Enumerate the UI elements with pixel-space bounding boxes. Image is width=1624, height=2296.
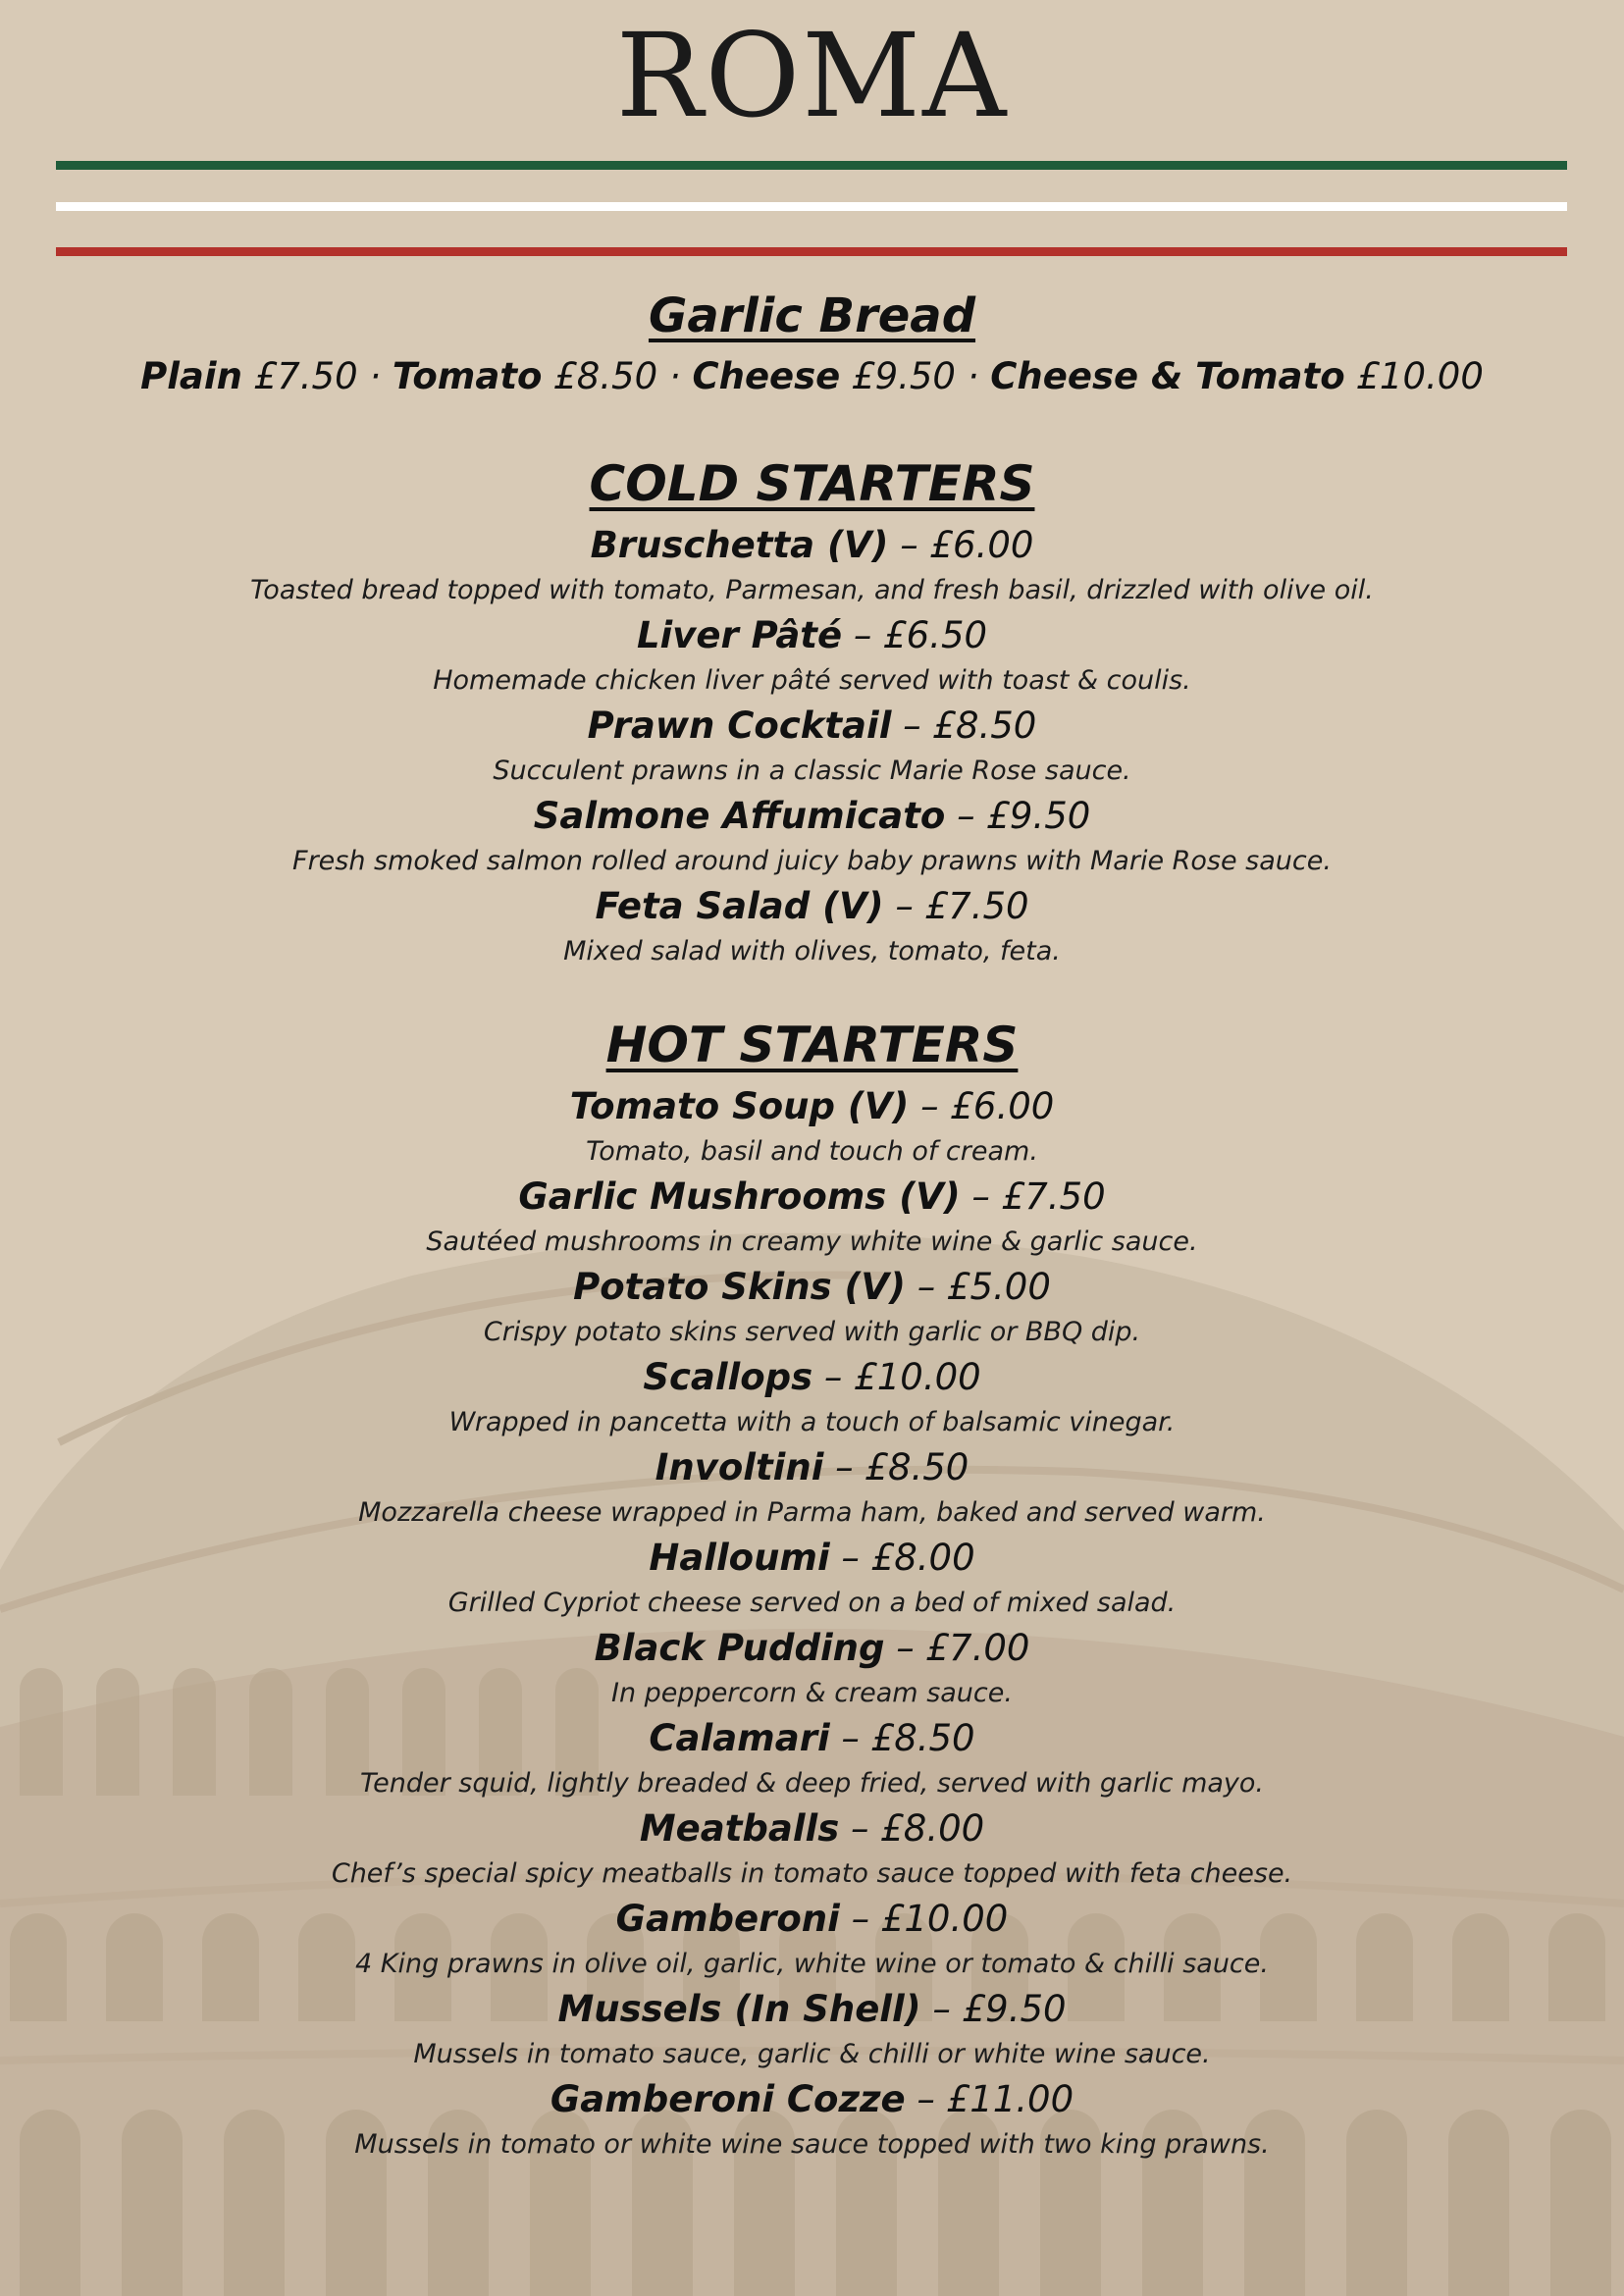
menu-item: [0, 1803, 1624, 1894]
menu-item-heading: [0, 1262, 1624, 1313]
menu-item-description: Homemade chicken liver pâté served with toast & coulis.: [433, 665, 1191, 696]
menu-item-name: Liver Pâté: [636, 614, 843, 656]
menu-item: [0, 1442, 1624, 1533]
garlic-option-name: Plain: [140, 355, 242, 397]
menu-item-price: – £8.50: [829, 1717, 975, 1759]
menu-item-heading: [0, 791, 1624, 842]
menu-item: [0, 881, 1624, 971]
menu-item-heading: [0, 520, 1624, 571]
menu-item-price: – £8.00: [839, 1807, 985, 1850]
garlic-option-price: £7.50: [253, 355, 358, 397]
menu-item: [0, 610, 1624, 701]
menu-item: [0, 791, 1624, 881]
menu-item-name: Involtini: [655, 1446, 824, 1488]
menu-item-heading: [0, 1533, 1624, 1584]
menu-item-description: Sautéed mushrooms in creamy white wine & garlic sauce.: [426, 1226, 1198, 1257]
garlic-option-price: £10.00: [1356, 355, 1484, 397]
menu-item-heading: [0, 1172, 1624, 1223]
menu-item: [0, 1172, 1624, 1262]
flag-stripe-white: [56, 202, 1567, 211]
flag-stripe-green: [56, 161, 1567, 170]
menu-item-description: Wrapped in pancetta with a touch of balsamic vinegar.: [448, 1407, 1176, 1437]
menu-item-description: Succulent prawns in a classic Marie Rose sauce.: [493, 756, 1131, 786]
garlic-option-separator: ·: [955, 355, 991, 397]
menu-item-price: – £7.50: [883, 885, 1029, 927]
menu-item-name: Scallops: [643, 1356, 813, 1398]
garlic-option-name: Cheese: [692, 355, 841, 397]
menu-item-price: – £8.00: [829, 1537, 975, 1579]
menu-item-heading: [0, 1803, 1624, 1854]
menu-item: [0, 1081, 1624, 1172]
menu-item-description: Mozzarella cheese wrapped in Parma ham, baked and served warm.: [358, 1497, 1266, 1528]
menu-item-heading: [0, 1442, 1624, 1493]
menu-item-name: Calamari: [649, 1717, 830, 1759]
flag-stripe-red: [56, 247, 1567, 256]
menu-item-description: Grilled Cypriot cheese served on a bed of mixed salad.: [447, 1588, 1177, 1618]
menu-item-heading: [0, 610, 1624, 661]
menu-item-price: – £7.50: [960, 1175, 1106, 1218]
garlic-option-separator: ·: [357, 355, 393, 397]
menu-item: [0, 1894, 1624, 1984]
menu-item-name: Halloumi: [649, 1537, 830, 1579]
menu-item-description: Chef’s special spicy meatballs in tomato sauce topped with feta cheese.: [331, 1858, 1293, 1889]
menu-item-name: Garlic Mushrooms (V): [518, 1175, 961, 1218]
garlic-option-name: Cheese & Tomato: [990, 355, 1345, 397]
menu-item-description: Mussels in tomato sauce, garlic & chilli or white wine sauce.: [413, 2039, 1211, 2069]
garlic-option-name: Tomato: [392, 355, 543, 397]
menu-item: [0, 2074, 1624, 2165]
menu-item-price: – £7.00: [884, 1627, 1030, 1669]
restaurant-logo: ROMA: [615, 8, 1009, 143]
menu-item-description: 4 King prawns in olive oil, garlic, white wine or tomato & chilli sauce.: [355, 1949, 1269, 1979]
hot-starters-list: [0, 1081, 1624, 2165]
menu-item: [0, 1623, 1624, 1713]
menu-item-name: Feta Salad (V): [595, 885, 884, 927]
garlic-bread-title: Garlic Bread: [648, 288, 976, 343]
menu-item-description: Mussels in tomato or white wine sauce topped with two king prawns.: [354, 2129, 1270, 2160]
cold-starters-list: [0, 520, 1624, 971]
menu-item-name: Prawn Cocktail: [587, 704, 892, 747]
menu-item-price: – £6.00: [909, 1085, 1055, 1127]
menu-item-heading: [0, 1894, 1624, 1945]
menu-item-name: Potato Skins (V): [573, 1266, 906, 1308]
menu-item-price: – £6.00: [888, 524, 1034, 566]
menu-item-name: Mussels (In Shell): [557, 1988, 921, 2030]
menu-item: [0, 1533, 1624, 1623]
menu-item-name: Tomato Soup (V): [569, 1085, 910, 1127]
menu-item-heading: [0, 1623, 1624, 1674]
menu-item-name: Gamberoni: [615, 1898, 840, 1940]
menu-item-name: Salmone Affumicato: [533, 795, 946, 837]
menu-item-heading: [0, 701, 1624, 752]
menu-item-description: Toasted bread topped with tomato, Parmesan, and fresh basil, drizzled with olive oil.: [250, 575, 1374, 605]
menu-item-name: Meatballs: [639, 1807, 840, 1850]
menu-item-heading: [0, 1984, 1624, 2035]
menu-item-heading: [0, 881, 1624, 932]
menu-item: [0, 1713, 1624, 1803]
menu-item-description: Tender squid, lightly breaded & deep fried, served with garlic mayo.: [359, 1768, 1265, 1799]
menu-item: [0, 1262, 1624, 1352]
garlic-bread-options: [0, 355, 1624, 397]
menu-item: [0, 1984, 1624, 2074]
garlic-option-separator: ·: [657, 355, 693, 397]
menu-item-price: – £6.50: [842, 614, 988, 656]
menu-item-name: Black Pudding: [594, 1627, 885, 1669]
menu-item-price: – £5.00: [905, 1266, 1051, 1308]
menu-item-price: – £9.50: [945, 795, 1091, 837]
menu-item-description: In peppercorn & cream sauce.: [611, 1678, 1013, 1708]
garlic-option-price: £8.50: [553, 355, 658, 397]
cold-starters-title: COLD STARTERS: [589, 455, 1035, 512]
menu-item-price: – £11.00: [905, 2078, 1074, 2120]
menu-item-price: – £8.50: [891, 704, 1037, 747]
menu-item-name: Bruschetta (V): [590, 524, 889, 566]
hot-starters-title: HOT STARTERS: [605, 1017, 1019, 1073]
garlic-option-price: £9.50: [852, 355, 956, 397]
menu-item-description: Mixed salad with olives, tomato, feta.: [563, 936, 1061, 966]
menu-item-description: Tomato, basil and touch of cream.: [586, 1136, 1038, 1167]
menu-item: [0, 1352, 1624, 1442]
menu-item: [0, 701, 1624, 791]
menu-item-heading: [0, 1352, 1624, 1403]
menu-item-price: – £8.50: [823, 1446, 969, 1488]
menu-item-price: – £9.50: [920, 1988, 1067, 2030]
menu-item-price: – £10.00: [812, 1356, 981, 1398]
menu-item-heading: [0, 1081, 1624, 1132]
menu-item-price: – £10.00: [839, 1898, 1009, 1940]
menu-item-heading: [0, 2074, 1624, 2125]
menu-item-name: Gamberoni Cozze: [550, 2078, 906, 2120]
menu-item: [0, 520, 1624, 610]
menu-item-description: Fresh smoked salmon rolled around juicy baby prawns with Marie Rose sauce.: [292, 846, 1332, 876]
menu-item-description: Crispy potato skins served with garlic or BBQ dip.: [483, 1317, 1141, 1347]
menu-item-heading: [0, 1713, 1624, 1764]
